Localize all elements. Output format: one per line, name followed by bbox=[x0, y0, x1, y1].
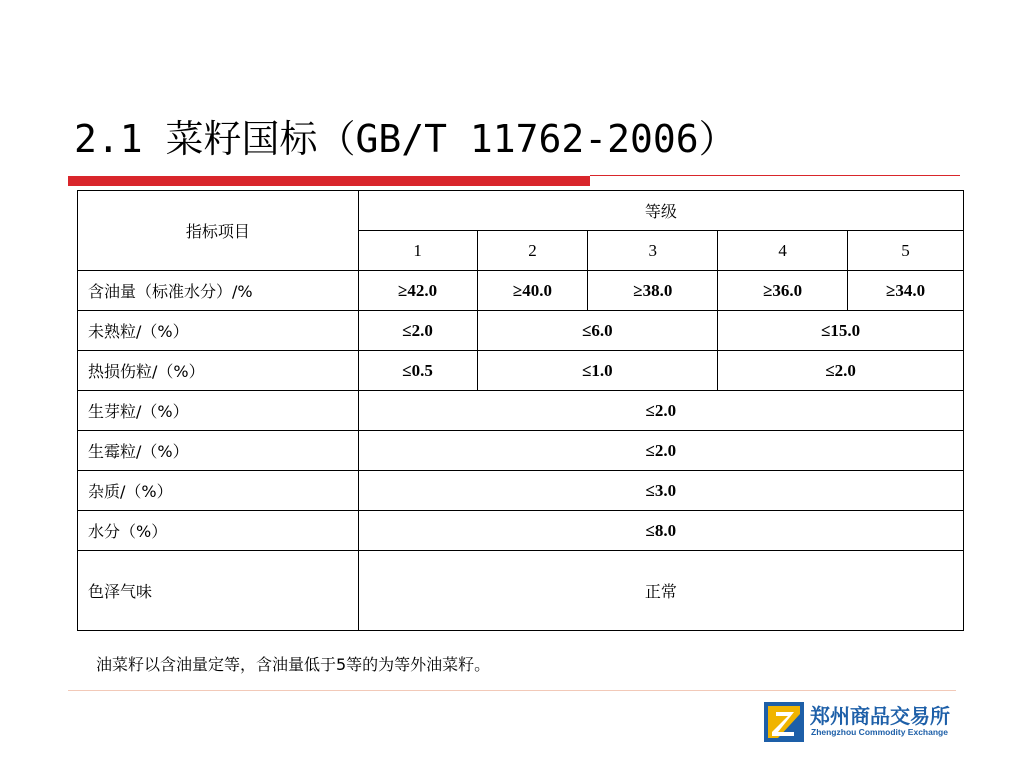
cell-value: ≤1.0 bbox=[477, 351, 718, 391]
row-label-oil-content: 含油量（标准水分）/% bbox=[78, 271, 359, 311]
cell-value: ≤2.0 bbox=[358, 311, 477, 351]
row-label-heat-damaged: 热损伤粒/（%） bbox=[78, 351, 359, 391]
footnote: 油菜籽以含油量定等，含油量低于5等的为等外油菜籽。 bbox=[96, 655, 491, 674]
header-grade: 等级 bbox=[358, 191, 963, 231]
row-label-moisture: 水分（%） bbox=[78, 511, 359, 551]
grade-5: 5 bbox=[848, 231, 964, 271]
logo-text-en: Zhengzhou Commodity Exchange bbox=[811, 727, 948, 737]
footer-divider bbox=[68, 690, 956, 691]
zce-logo-icon bbox=[764, 702, 804, 742]
cell-value: ≥36.0 bbox=[718, 271, 848, 311]
grade-2: 2 bbox=[477, 231, 588, 271]
cell-value: ≥38.0 bbox=[588, 271, 718, 311]
row-label-sprouted: 生芽粒/（%） bbox=[78, 391, 359, 431]
cell-value: ≤2.0 bbox=[358, 431, 963, 471]
table-row bbox=[78, 271, 964, 311]
cell-value: ≥42.0 bbox=[358, 271, 477, 311]
grade-1: 1 bbox=[358, 231, 477, 271]
exchange-logo bbox=[764, 700, 960, 742]
table-row bbox=[78, 431, 964, 471]
cell-value: ≤0.5 bbox=[358, 351, 477, 391]
cell-value: ≤3.0 bbox=[358, 471, 963, 511]
cell-value: ≤6.0 bbox=[477, 311, 718, 351]
title-underline-red bbox=[68, 176, 590, 186]
cell-value: ≤15.0 bbox=[718, 311, 964, 351]
table-row bbox=[78, 351, 964, 391]
row-label-moldy: 生霉粒/（%） bbox=[78, 431, 359, 471]
grade-4: 4 bbox=[718, 231, 848, 271]
cell-value: ≤2.0 bbox=[358, 391, 963, 431]
table-row bbox=[78, 471, 964, 511]
row-label-color-odor: 色泽气味 bbox=[78, 551, 359, 631]
grade-standard-table bbox=[77, 190, 964, 631]
table-row bbox=[78, 511, 964, 551]
grade-3: 3 bbox=[588, 231, 718, 271]
table-row bbox=[78, 551, 964, 631]
table-header-row bbox=[78, 191, 964, 231]
row-label-impurity: 杂质/（%） bbox=[78, 471, 359, 511]
cell-value: 正常 bbox=[358, 551, 963, 631]
cell-value: ≥34.0 bbox=[848, 271, 964, 311]
logo-text-cn: 郑州商品交易所 bbox=[810, 704, 950, 728]
title-underline-thin bbox=[590, 175, 960, 176]
cell-value: ≤2.0 bbox=[718, 351, 964, 391]
page-title: 2.1 菜籽国标（GB/T 11762-2006） bbox=[74, 117, 737, 161]
header-indicator: 指标项目 bbox=[78, 191, 359, 271]
table-row bbox=[78, 311, 964, 351]
cell-value: ≤8.0 bbox=[358, 511, 963, 551]
row-label-immature: 未熟粒/（%） bbox=[78, 311, 359, 351]
cell-value: ≥40.0 bbox=[477, 271, 588, 311]
table-row bbox=[78, 391, 964, 431]
